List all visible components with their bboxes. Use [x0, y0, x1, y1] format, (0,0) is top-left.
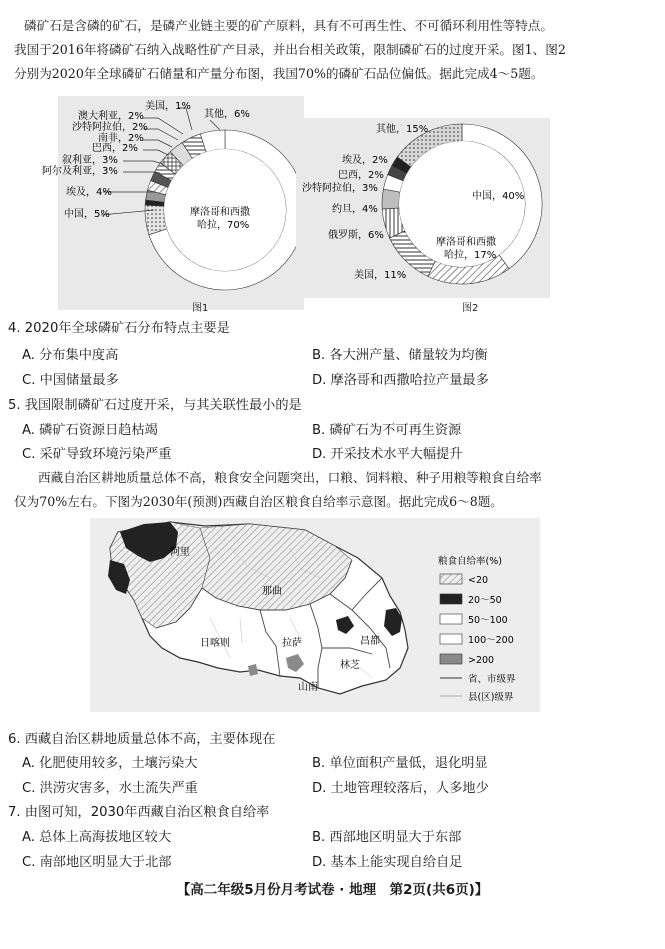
legend-label-lt20: <20: [468, 575, 489, 586]
map-label-nagqu: 那曲: [262, 586, 282, 597]
tibet-paragraph: [14, 466, 654, 514]
legend-label-20-50: 20～50: [468, 595, 502, 606]
question-5-option-b[interactable]: B. 磷矿石为不可再生资源: [312, 423, 462, 438]
intro-line-1: 磷矿石是含磷的矿石，是磷产业链主要的矿产原料，具有不可再生性、不可循环利用性等特点。: [24, 18, 553, 33]
fig1-label-southafrica: 南非，2%: [98, 133, 144, 144]
map-label-nyingchi: 林芝: [340, 660, 360, 671]
map-label-ali: 阿里: [170, 547, 190, 558]
question-4-option-b[interactable]: B. 各大洲产量、储量较为均衡: [312, 348, 488, 363]
fig2-label-saudi: 沙特阿拉伯，3%: [302, 183, 378, 194]
fig2-label-jordan: 约旦，4%: [332, 204, 378, 215]
question-7-option-c[interactable]: C. 南部地区明显大于北部: [22, 855, 172, 870]
legend-swatch-gt200: [440, 654, 462, 664]
legend-swatch-lt20: [440, 574, 462, 584]
question-6-option-c[interactable]: C. 洪涝灾害多，水土流失严重: [22, 781, 198, 796]
question-4-option-d[interactable]: D. 摩洛哥和西撒哈拉产量最多: [312, 373, 489, 388]
fig2-label-egypt: 埃及，2%: [342, 155, 388, 166]
map-label-xigaze: 日喀则: [200, 638, 230, 649]
question-6-option-b[interactable]: B. 单位面积产量低，退化明显: [312, 756, 488, 771]
question-5-stem: 5. 我国限制磷矿石过度开采，与其关联性最小的是: [8, 398, 302, 413]
question-7-option-a[interactable]: A. 总体上高海拔地区较大: [22, 830, 172, 845]
legend-label-province: 省、市级界: [468, 674, 516, 685]
fig1-label-saudi: 沙特阿拉伯，2%: [72, 122, 148, 133]
legend-swatch-50-100: [440, 614, 462, 624]
fig2-label-russia: 俄罗斯，6%: [328, 230, 384, 241]
question-6-option-d[interactable]: D. 土地管理较落后，人多地少: [312, 781, 489, 796]
figure-2-svg: [296, 118, 550, 298]
question-6-option-a[interactable]: A. 化肥使用较多，土壤污染大: [22, 756, 198, 771]
fig1-label-algeria: 阿尔及利亚，3%: [42, 166, 118, 177]
figure-2-caption: 图2: [462, 303, 479, 314]
legend-swatch-100-200: [440, 634, 462, 644]
question-4-option-a[interactable]: A. 分布集中度高: [22, 348, 119, 363]
legend-label-100-200: 100～200: [468, 635, 514, 646]
figure-2-hole: [399, 141, 525, 267]
figure-1-svg: [42, 96, 304, 310]
question-4-option-c[interactable]: C. 中国储量最多: [22, 373, 119, 388]
fig2-label-morocco-line1: 摩洛哥和西撒: [436, 237, 496, 248]
fig2-label-usa: 美国，11%: [354, 270, 407, 281]
map-label-lhasa: 拉萨: [282, 638, 302, 649]
fig2-label-other: 其他，15%: [376, 124, 429, 135]
fig1-label-china: 中国，5%: [64, 209, 110, 220]
fig1-label-egypt: 埃及，4%: [66, 187, 112, 198]
question-5-option-a[interactable]: A. 磷矿石资源日趋枯竭: [22, 423, 158, 438]
fig1-label-syria: 叙利亚，3%: [62, 155, 118, 166]
map-label-shannan: 山南: [298, 682, 318, 693]
figure-2-pie: [296, 118, 550, 298]
legend-label-gt200: >200: [468, 655, 495, 666]
legend-label-county: 县(区)级界: [468, 692, 514, 703]
fig2-label-morocco-line2: 哈拉，17%: [444, 250, 497, 261]
question-4-stem: 4. 2020年全球磷矿石分布特点主要是: [8, 321, 230, 336]
fig1-label-morocco-line2: 哈拉，70%: [197, 220, 250, 231]
figure-1-pie: [42, 96, 304, 310]
page-footer: 【高二年级5月份月考试卷 · 地理 第2页(共6页)】: [176, 882, 489, 898]
fig1-label-australia: 澳大利亚，2%: [78, 111, 144, 122]
fig1-label-morocco-line1: 摩洛哥和西撒: [190, 207, 250, 218]
question-5-option-c[interactable]: C. 采矿导致环境污染严重: [22, 447, 172, 462]
question-6-stem: 6. 西藏自治区耕地质量总体不高，主要体现在: [8, 732, 276, 747]
intro-line-3: 分别为2020年全球磷矿石储量和产量分布图，我国70%的磷矿石品位偏低。据此完成4～5题。: [14, 66, 544, 81]
fig2-label-china: 中国，40%: [472, 191, 525, 202]
legend-title: 粮食自给率(%): [438, 556, 502, 567]
fig1-label-brazil: 巴西，2%: [92, 143, 138, 154]
fig2-label-brazil: 巴西，2%: [338, 170, 384, 181]
pie2-slice-4: [382, 189, 400, 209]
fig1-label-usa: 美国，1%: [145, 101, 191, 112]
tibet-line-2: 仅为70%左右。下图为2030年(预测)西藏自治区粮食自给率示意图。据此完成6～8题。: [14, 494, 503, 509]
intro-paragraph: [14, 14, 654, 86]
figure-1-caption: 图1: [192, 303, 209, 314]
tibet-line-1: 西藏自治区耕地质量总体不高，粮食安全问题突出，口粮、饲料粮、种子用粮等粮食自给率: [38, 470, 542, 485]
question-7-option-b[interactable]: B. 西部地区明显大于东部: [312, 830, 462, 845]
map-label-qamdo: 昌都: [360, 636, 380, 647]
intro-line-2: 我国于2016年将磷矿石纳入战略性矿产目录，并出台相关政策，限制磷矿石的过度开采。图1、图2: [14, 42, 566, 57]
question-5-option-d[interactable]: D. 开采技术水平大幅提升: [312, 447, 463, 462]
legend-swatch-20-50: [440, 594, 462, 604]
question-7-stem: 7. 由图可知，2030年西藏自治区粮食自给率: [8, 805, 270, 820]
tibet-map: [90, 518, 540, 712]
fig1-label-other: 其他，6%: [204, 109, 250, 120]
tibet-map-svg: [90, 518, 540, 712]
legend-label-50-100: 50～100: [468, 615, 508, 626]
question-7-option-d[interactable]: D. 基本上能实现自给自足: [312, 855, 463, 870]
